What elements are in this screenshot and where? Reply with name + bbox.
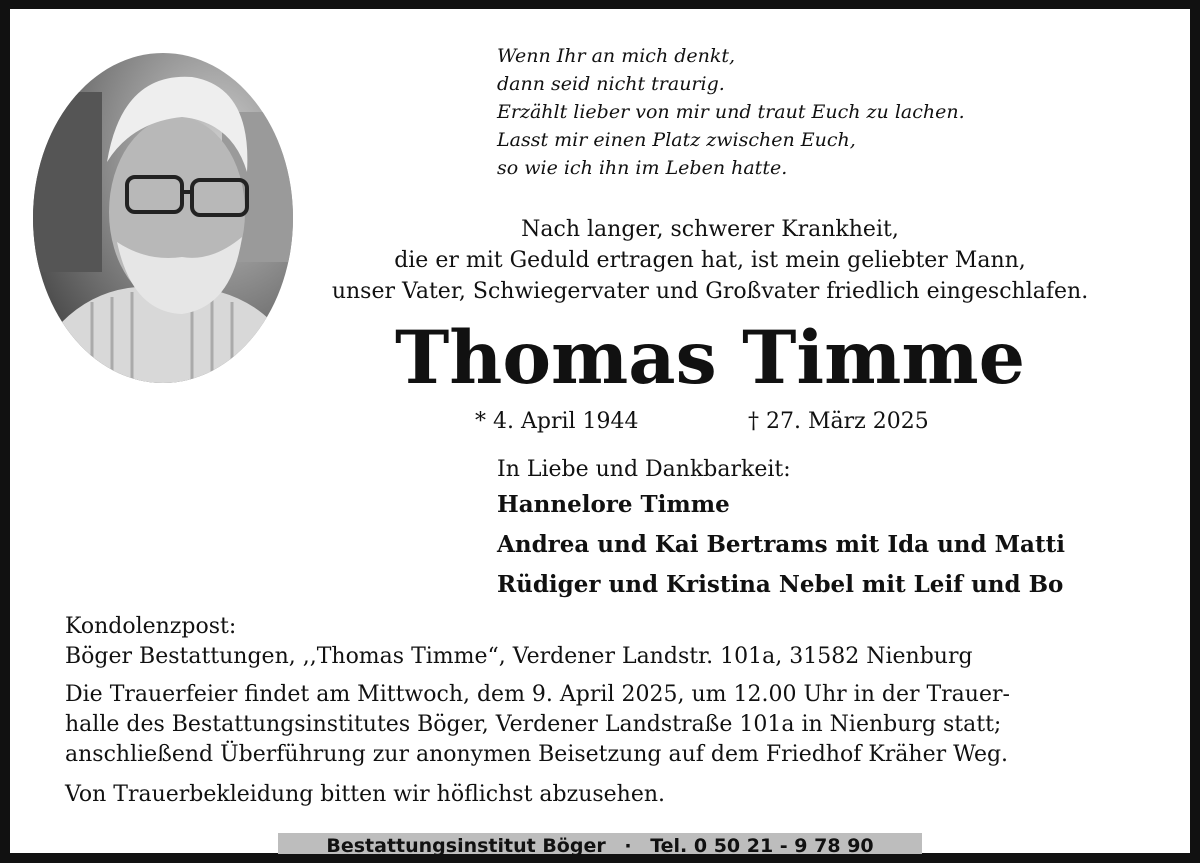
footer-bar bbox=[278, 833, 922, 857]
birth-date: * 4. April 1944 bbox=[475, 409, 639, 434]
footer-phone: Tel. 0 50 21 - 9 78 90 bbox=[650, 835, 874, 857]
portrait-photo bbox=[32, 52, 294, 384]
dedication: In Liebe und Dankbarkeit: bbox=[497, 457, 791, 482]
deceased-name: Thomas Timme bbox=[394, 315, 1026, 401]
footer-company: Bestattungsinstitut Böger bbox=[326, 835, 606, 857]
intro-text bbox=[260, 214, 1160, 307]
death-date: † 27. März 2025 bbox=[748, 409, 929, 434]
poem-line: dann seid nicht traurig. bbox=[497, 73, 725, 95]
poem-line: so wie ich ihn im Leben hatte. bbox=[497, 157, 788, 179]
poem-line: Lasst mir einen Platz zwischen Euch, bbox=[497, 129, 856, 151]
mourner-name: Hannelore Timme bbox=[497, 491, 730, 518]
mourner-name: Rüdiger und Kristina Nebel mit Leif und Bo bbox=[497, 571, 1064, 598]
mourner-name: Andrea und Kai Bertrams mit Ida und Matti bbox=[497, 531, 1065, 558]
attire-note: Von Trauerbekleidung bitten wir höflichst abzusehen. bbox=[65, 782, 666, 807]
condolence-label: Kondolenzpost: bbox=[65, 614, 237, 639]
ceremony-line: halle des Bestattungsinstitutes Böger, Verdener Landstraße 101a in Nienburg statt; bbox=[65, 712, 1002, 737]
ceremony-line: anschließend Überführung zur anonymen Beisetzung auf dem Friedhof Kräher Weg. bbox=[65, 742, 1009, 767]
condolence-address: Böger Bestattungen, ,,Thomas Timme“, Verdener Landstr. 101a, 31582 Nienburg bbox=[65, 644, 973, 669]
intro-line: Nach langer, schwerer Krankheit, bbox=[521, 217, 899, 242]
ceremony-line: Die Trauerfeier findet am Mittwoch, dem 9. April 2025, um 12.00 Uhr in der Trauer- bbox=[65, 682, 1010, 707]
intro-line: unser Vater, Schwiegervater und Großvater friedlich eingeschlafen. bbox=[331, 279, 1089, 304]
footer-separator: · bbox=[624, 835, 632, 857]
poem-line: Wenn Ihr an mich denkt, bbox=[497, 45, 736, 67]
intro-line: die er mit Geduld ertragen hat, ist mein geliebter Mann, bbox=[394, 248, 1026, 273]
poem-line: Erzählt lieber von mir und traut Euch zu lachen. bbox=[497, 101, 965, 123]
poem bbox=[497, 42, 965, 182]
